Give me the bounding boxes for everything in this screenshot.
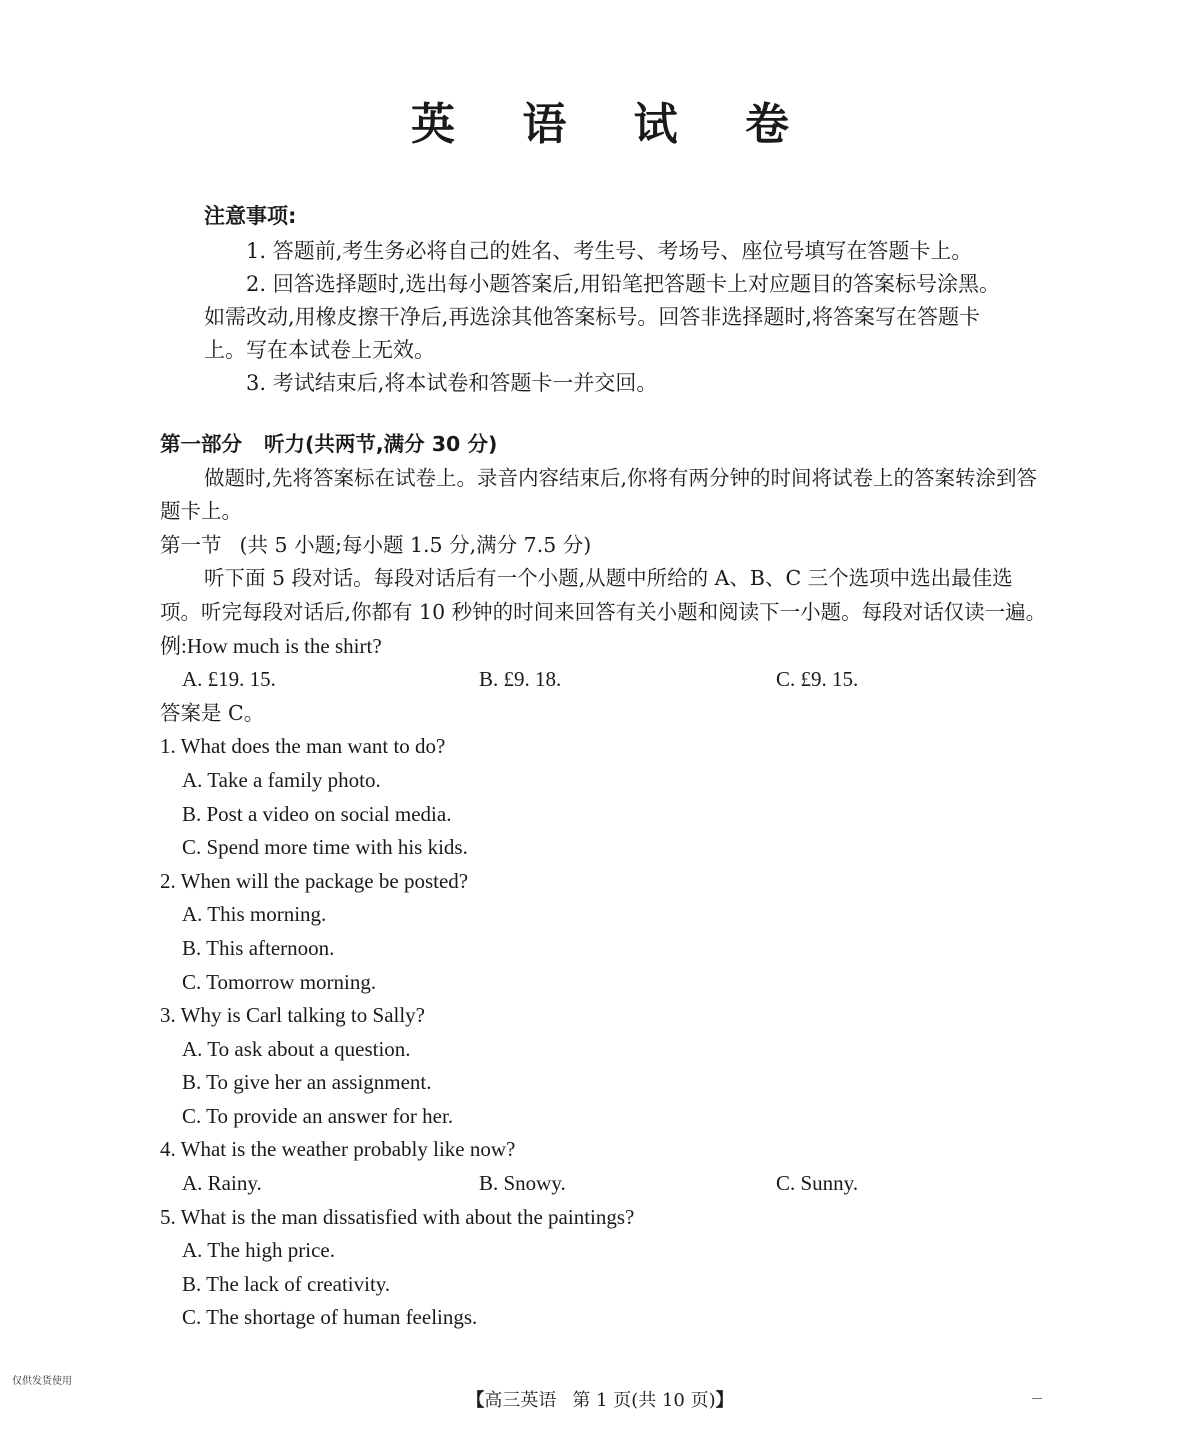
part-one-title: 听力(共两节,满分 30 分) (264, 432, 498, 456)
notice-section (204, 200, 1004, 400)
question-5-option-a: A. The high price. (182, 1238, 335, 1263)
example-answer: 答案是 C。 (160, 700, 265, 725)
side-note: 仅供发货使用 (12, 1376, 72, 1387)
part-one-heading (160, 428, 1050, 462)
question-2-option-c: C. Tomorrow morning. (182, 969, 377, 994)
part-one-label: 第一部分 (160, 432, 242, 456)
question-2-option-a: A. This morning. (182, 902, 327, 927)
question-4-option-a: A. Rainy. (182, 1171, 262, 1196)
question-5-option-c: C. The shortage of human feelings. (182, 1305, 478, 1330)
section-one-heading (160, 529, 1050, 563)
question-1-option-b: B. Post a video on social media. (182, 801, 452, 826)
question-3-option-c: C. To provide an answer for her. (182, 1103, 454, 1128)
example-option-a: A. £19. 15. (182, 667, 276, 692)
footer-left-bracket: 【 (466, 1390, 485, 1411)
part-one (160, 428, 1050, 1335)
section-one-scoring: (共 5 小题;每小题 1.5 分,满分 7.5 分) (239, 532, 592, 557)
page-title: 英 语 试 卷 (411, 99, 815, 150)
notice-item-3: 3. 考试结束后,将本试卷和答题卡一并交回。 (246, 371, 658, 395)
notice-item-1: 1. 答题前,考生务必将自己的姓名、考生号、考场号、座位号填写在答题卡上。 (246, 239, 973, 263)
section-one-label: 第一节 (160, 532, 222, 557)
question-1: 1. What does the man want to do? (160, 734, 446, 759)
question-5: 5. What is the man dissatisfied with about the paintings? (160, 1204, 635, 1229)
question-5-option-b: B. The lack of creativity. (182, 1271, 391, 1296)
question-1-option-a: A. Take a family photo. (182, 767, 381, 792)
question-3: 3. Why is Carl talking to Sally? (160, 1003, 426, 1028)
question-2: 2. When will the package be posted? (160, 868, 469, 893)
example-question: 例:How much is the shirt? (160, 633, 382, 658)
question-4-option-c: C. Sunny. (776, 1171, 859, 1196)
question-4-options (160, 1167, 1050, 1201)
question-2-option-b: B. This afternoon. (182, 935, 335, 960)
example-options (160, 663, 1050, 697)
question-3-option-b: B. To give her an assignment. (182, 1070, 432, 1095)
example-option-b: B. £9. 18. (479, 667, 562, 692)
question-1-option-c: C. Spend more time with his kids. (182, 835, 468, 860)
scan-mark (1032, 1398, 1042, 1399)
question-4: 4. What is the weather probably like now? (160, 1137, 516, 1162)
footer-right-bracket: 】 (715, 1390, 734, 1411)
part-one-intro: 做题时,先将答案标在试卷上。录音内容结束后,你将有两分钟的时间将试卷上的答案转涂到答题卡上。 (160, 465, 1038, 524)
question-3-option-a: A. To ask about a question. (182, 1036, 411, 1061)
section-one-intro: 听下面 5 段对话。每段对话后有一个小题,从题中所给的 A、B、C 三个选项中选出最佳选项。听完每段对话后,你都有 10 秒钟的时间来回答有关小题和阅读下一小题。每段对话仅读一遍。 (160, 566, 1047, 624)
notice-item-2: 2. 回答选择题时,选出每小题答案后,用铅笔把答题卡上对应题目的答案标号涂黑。如需改动,用橡皮擦干净后,再选涂其他答案标号。回答非选择题时,将答案写在答题卡上。写在本试卷上无效。 (204, 272, 1001, 362)
footer-subject: 高三英语 (484, 1390, 557, 1411)
notice-heading: 注意事项: (204, 204, 297, 228)
question-4-option-b: B. Snowy. (479, 1171, 566, 1196)
footer-page-number: 第 1 页(共 10 页) (572, 1390, 716, 1411)
page-footer (0, 1386, 1200, 1412)
example-option-c: C. £9. 15. (776, 667, 859, 692)
